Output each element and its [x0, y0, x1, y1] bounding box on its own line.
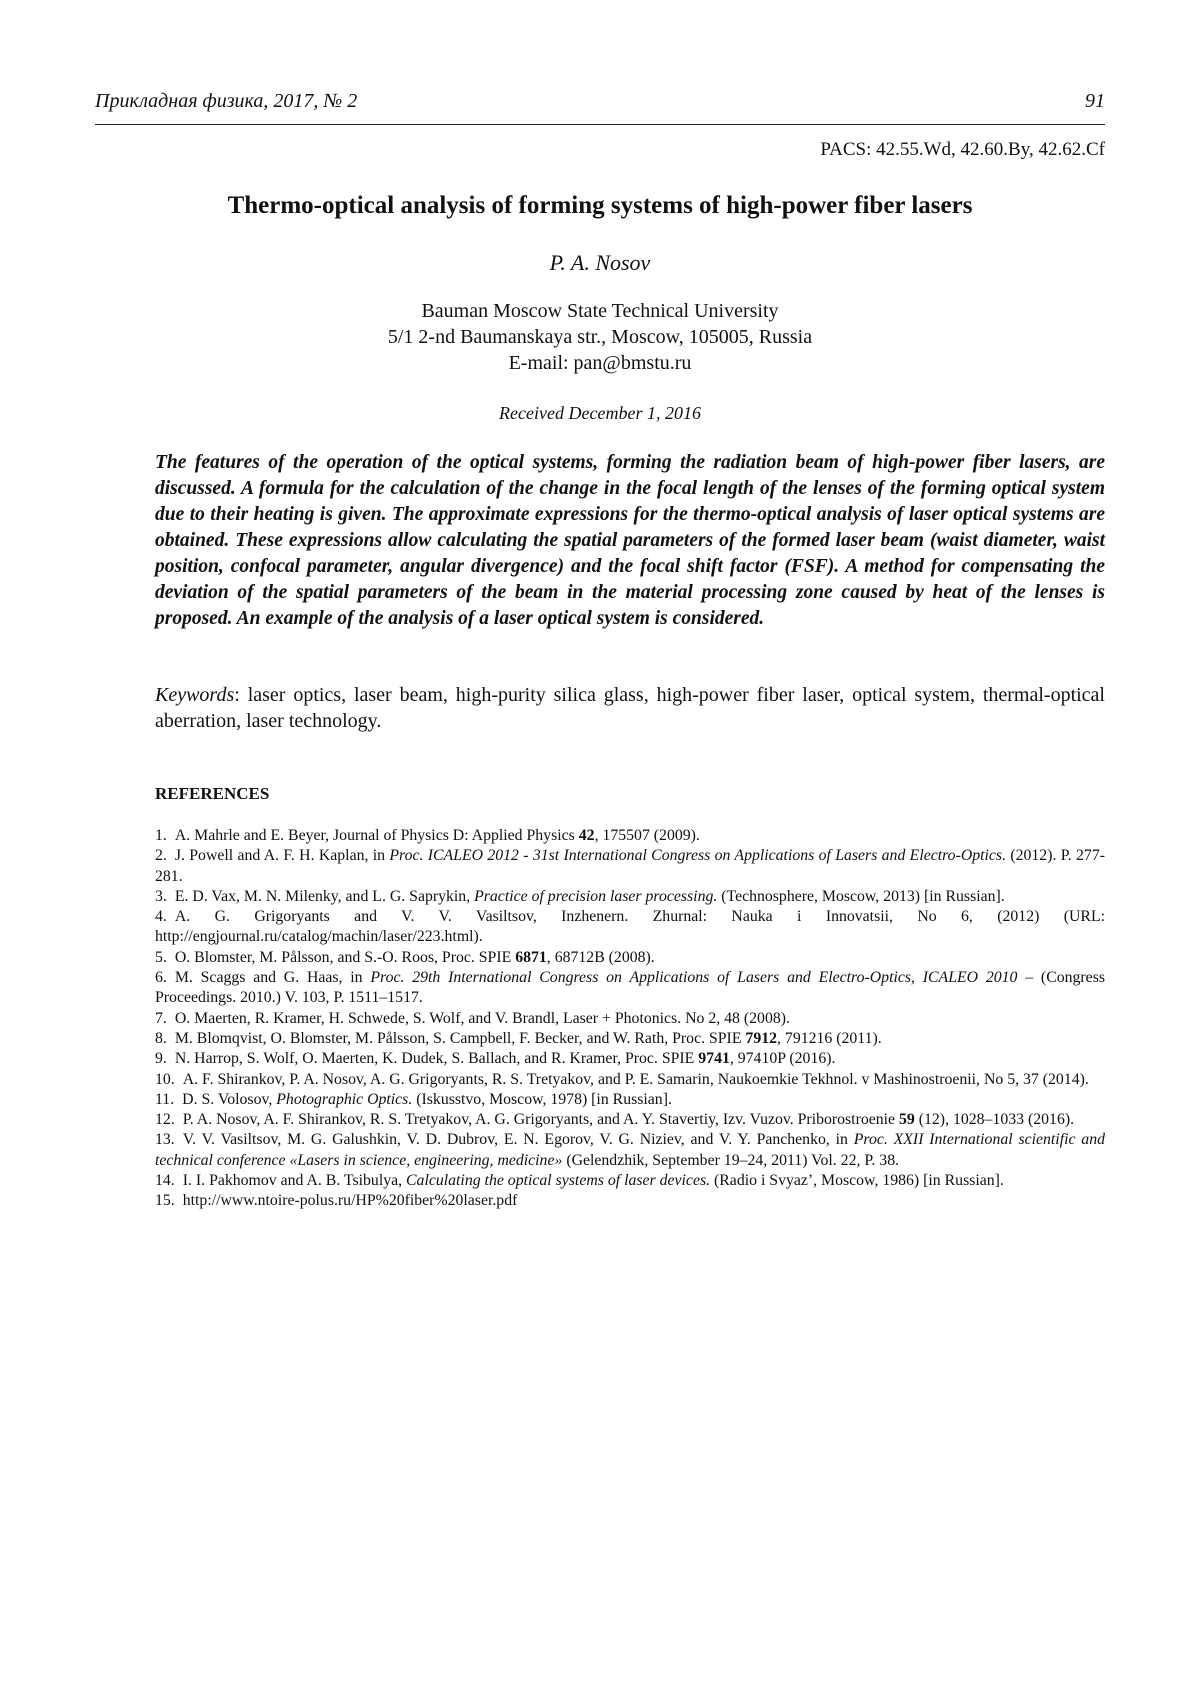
abstract: The features of the operation of the optical systems, forming the radiation beam of high-power fiber lasers, are discussed. A formula for the calculation of the change in the focal length of the lenses of the forming optical system due to their heating is given. The approximate expressions for the thermo-optical analysis of laser optical systems are obtained. These expressions allow calculating the spatial parameters of the formed laser beam (waist diameter, waist position, confocal parameter, angular divergence) and the focal shift factor (FSF). A method for compensating the deviation of the spatial parameters of the beam in the material processing zone caused by heat of the lenses is proposed. An example of the analysis of a laser optical system is considered. [155, 452, 1105, 629]
reference-item: 9. N. Harrop, S. Wolf, O. Maerten, K. Dudek, S. Ballach, and R. Kramer, Proc. SPIE 9741, 97410P (2016). [155, 1050, 836, 1068]
reference-item: 14. I. I. Pakhomov and A. B. Tsibulya, Calculating the optical systems of laser devices. (Radio i Svyaz’, Moscow, 1986) [in Russian]. [155, 1172, 1004, 1190]
received-date: Received December 1, 2016 [499, 403, 701, 423]
reference-item: 10. A. F. Shirankov, P. A. Nosov, A. G. Grigoryants, R. S. Tretyakov, and P. E. Samarin, Naukoemkie Tekhnol. v Mashinostroenii, No 5, 37 (2014). [155, 1070, 1089, 1088]
reference-item: 4. A. G. Grigoryants and V. V. Vasiltsov, Inzhenern. Zhurnal: Nauka i Innovatsii, No 6, (2012) (URL: http://engjournal.ru/catalog/machin/laser/223.html). [155, 908, 1105, 946]
reference-item: 8. M. Blomqvist, O. Blomster, M. Pålsson, S. Campbell, F. Becker, and W. Rath, Proc. SPIE 7912, 791216 (2011). [155, 1029, 882, 1047]
reference-item: 7. O. Maerten, R. Kramer, H. Schwede, S. Wolf, and V. Brandl, Laser + Photonics. No 2, 48 (2008). [155, 1009, 790, 1027]
affiliation-address: 5/1 2-nd Baumanskaya str., Moscow, 105005, Russia [387, 326, 813, 348]
paper-title: Thermo-optical analysis of forming systems of high-power fiber lasers [227, 192, 973, 219]
reference-item: 3. E. D. Vax, M. N. Milenky, and L. G. Saprykin, Practice of precision laser processing. (Technosphere, Moscow, 2013) [in Russian]. [155, 887, 1005, 905]
affiliation-institution: Bauman Moscow State Technical University [421, 300, 779, 322]
reference-item: 12. P. A. Nosov, A. F. Shirankov, R. S. Tretyakov, A. G. Grigoryants, and A. Y. Stavertiy, Izv. Vuzov. Priborostroenie 59 (12), 1028–1033 (2016). [155, 1111, 1075, 1129]
page-number: 91 [1085, 90, 1105, 112]
reference-item: 1. A. Mahrle and E. Beyer, Journal of Physics D: Applied Physics 42, 175507 (2009). [155, 827, 700, 844]
affiliation [95, 298, 1105, 376]
reference-item: 2. J. Powell and A. F. H. Kaplan, in Proc. ICALEO 2012 - 31st International Congress on Applications of Lasers and Electro-Optics. (2012). P. 277-281. [155, 847, 1105, 885]
reference-item: 11. D. S. Volosov, Photographic Optics. (Iskusstvo, Moscow, 1978) [in Russian]. [155, 1090, 672, 1108]
running-header [95, 90, 1105, 125]
reference-item: 15. http://www.ntoire-polus.ru/HP%20fiber%20laser.pdf [155, 1192, 518, 1210]
journal-name: Прикладная физика, 2017, № 2 [95, 90, 358, 112]
references-heading: REFERENCES [155, 784, 270, 803]
reference-item: 6. M. Scaggs and G. Haas, in Proc. 29th International Congress on Applications of Lasers and Electro-Optics, ICALEO 2010 – (Congress Proceedings. 2010.) V. 103, P. 1511–1517. [155, 969, 1105, 1007]
author-name: P. A. Nosov [549, 250, 651, 275]
pacs-codes: PACS: 42.55.Wd, 42.60.By, 42.62.Cf [820, 139, 1105, 160]
keywords [155, 682, 1105, 734]
references-list [155, 826, 1105, 1212]
keywords-text: : laser optics, laser beam, high-purity silica glass, high-power fiber laser, optical system, thermal-optical aberration, laser technology. [155, 684, 1105, 732]
affiliation-email: E-mail: pan@bmstu.ru [508, 352, 692, 374]
reference-item: 13. V. V. Vasiltsov, M. G. Galushkin, V. D. Dubrov, E. N. Egorov, V. G. Niziev, and V. Y. Panchenko, in Proc. XXII International scientific and technical conference «Lasers in science, engineering, medicine» (Gelendzhik, September 19–24, 2011) Vol. 22, P. 38. [155, 1131, 1105, 1169]
keywords-label: Keywords [155, 684, 235, 706]
reference-item: 5. O. Blomster, M. Pålsson, and S.-O. Roos, Proc. SPIE 6871, 68712B (2008). [155, 948, 655, 966]
